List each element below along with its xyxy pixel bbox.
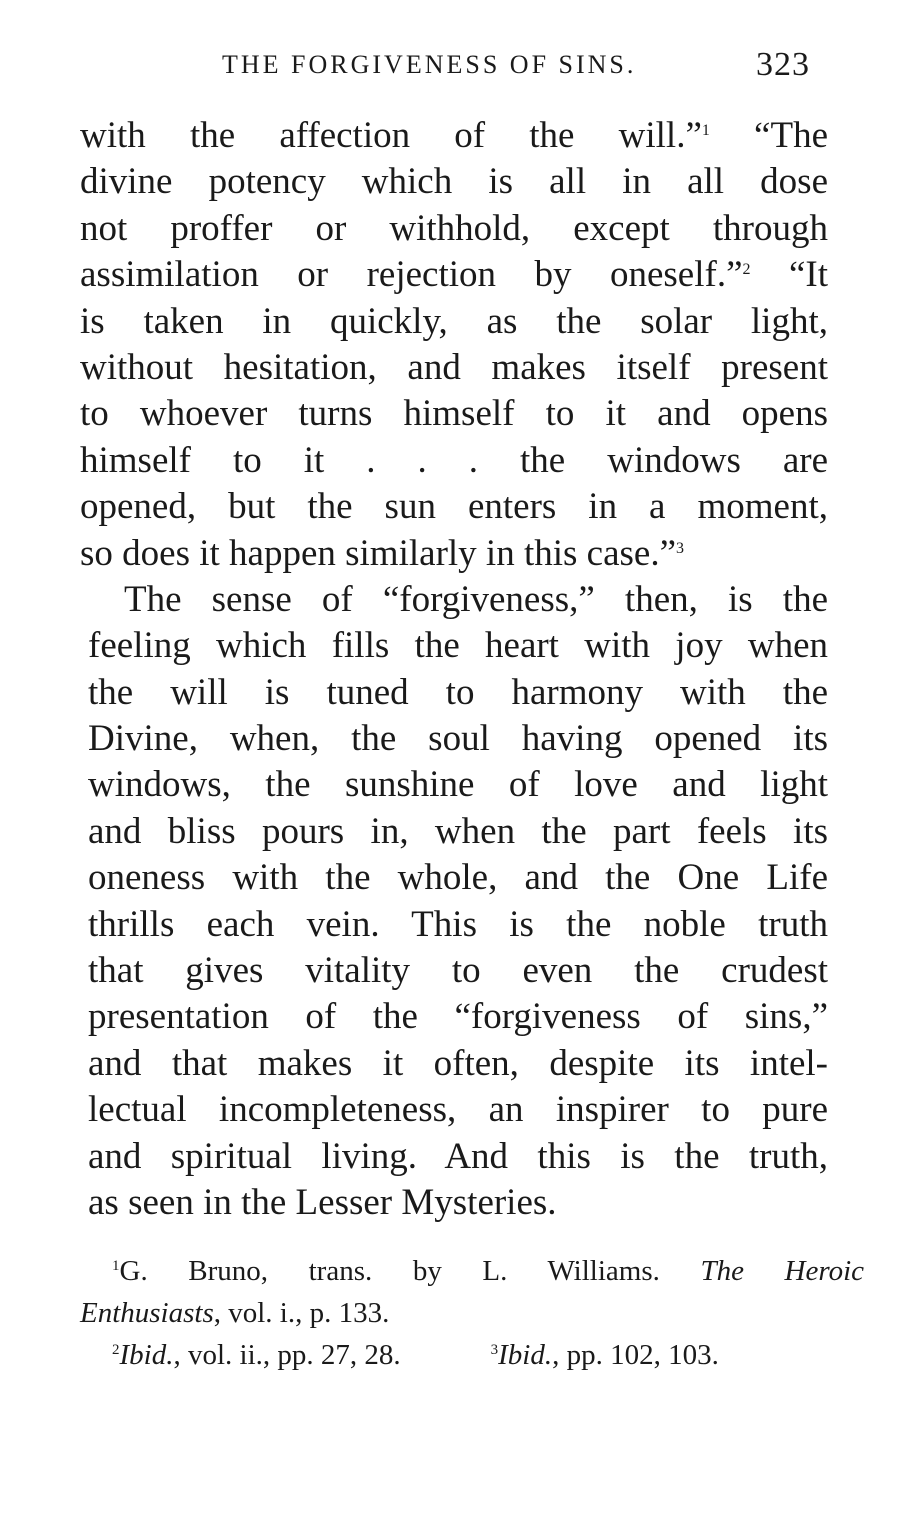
footnote-ref-3: 3: [676, 539, 684, 557]
text-line-6: without hesitation, and makes itself present: [80, 346, 828, 388]
text-line-7: to whoever turns himself to it and opens: [80, 393, 828, 435]
text-line-18: thrills each vein. This is the noble truth: [88, 903, 828, 945]
text-line-12: feeling which fills the heart with joy when: [88, 625, 828, 667]
text-line-3: not proffer or withhold, except through: [80, 207, 828, 249]
footnote-ref-2: 2: [742, 261, 751, 279]
text-line-5: is taken in quickly, as the solar light,: [80, 300, 828, 342]
footnote-1-mark: 1: [112, 1258, 120, 1274]
footnote-1-cont: Enthusiasts, vol. i., p. 133.: [80, 1297, 390, 1329]
text-line-22: lectual incompleteness, an inspirer to pure: [88, 1089, 828, 1131]
text-line-19: that gives vitality to even the crudest: [88, 950, 828, 992]
body-text: [80, 113, 828, 1226]
footnote-3-mark: 3: [490, 1342, 499, 1358]
text-line-1: with the affection of the will.”$^1$ “The: [80, 115, 828, 156]
text-line-4: assimilation or rejection by oneself.”$^2$ “It: [80, 254, 829, 296]
page-number: 323: [756, 46, 810, 83]
text-line-8: himself to it . . . the windows are: [80, 439, 828, 481]
text-line-16: and bliss pours in, when the part feels its: [88, 810, 828, 852]
footnote-2-3: $^2$Ibid., vol. ii., pp. 27, 28. $^3$Ibid., pp. 102, 103.: [112, 1339, 719, 1371]
text-line-15: windows, the sunshine of love and light: [88, 764, 828, 806]
running-title: THE FORGIVENESS OF SINS.: [222, 50, 637, 79]
text-line-23: and spiritual living. And this is the truth,: [88, 1135, 828, 1177]
text-line-20: presentation of the “forgiveness of sins,”: [88, 996, 828, 1038]
text-line-21: and that makes it often, despite its intel-: [88, 1042, 828, 1084]
running-head: [0, 46, 900, 86]
text-line-14: Divine, when, the soul having opened its: [88, 718, 828, 760]
text-line-2: divine potency which is all in all dose: [80, 161, 828, 203]
text-line-17: oneness with the whole, and the One Life: [88, 857, 828, 899]
footnote-ref-1: 1: [701, 122, 710, 139]
text-line-24: as seen in the Lesser Mysteries.: [88, 1181, 557, 1223]
text-line-9: opened, but the sun enters in a moment,: [80, 486, 828, 528]
footnote-1: $^1$G. Bruno, trans. by L. Williams. The Heroic: [112, 1255, 864, 1287]
text-line-11: The sense of “forgiveness,” then, is the: [124, 578, 828, 620]
footnote-2-mark: 2: [112, 1342, 120, 1358]
text-line-10: so does it happen similarly in this case.”$^3$: [80, 532, 684, 574]
text-line-13: the will is tuned to harmony with the: [88, 671, 828, 713]
footnotes: [80, 1250, 864, 1376]
